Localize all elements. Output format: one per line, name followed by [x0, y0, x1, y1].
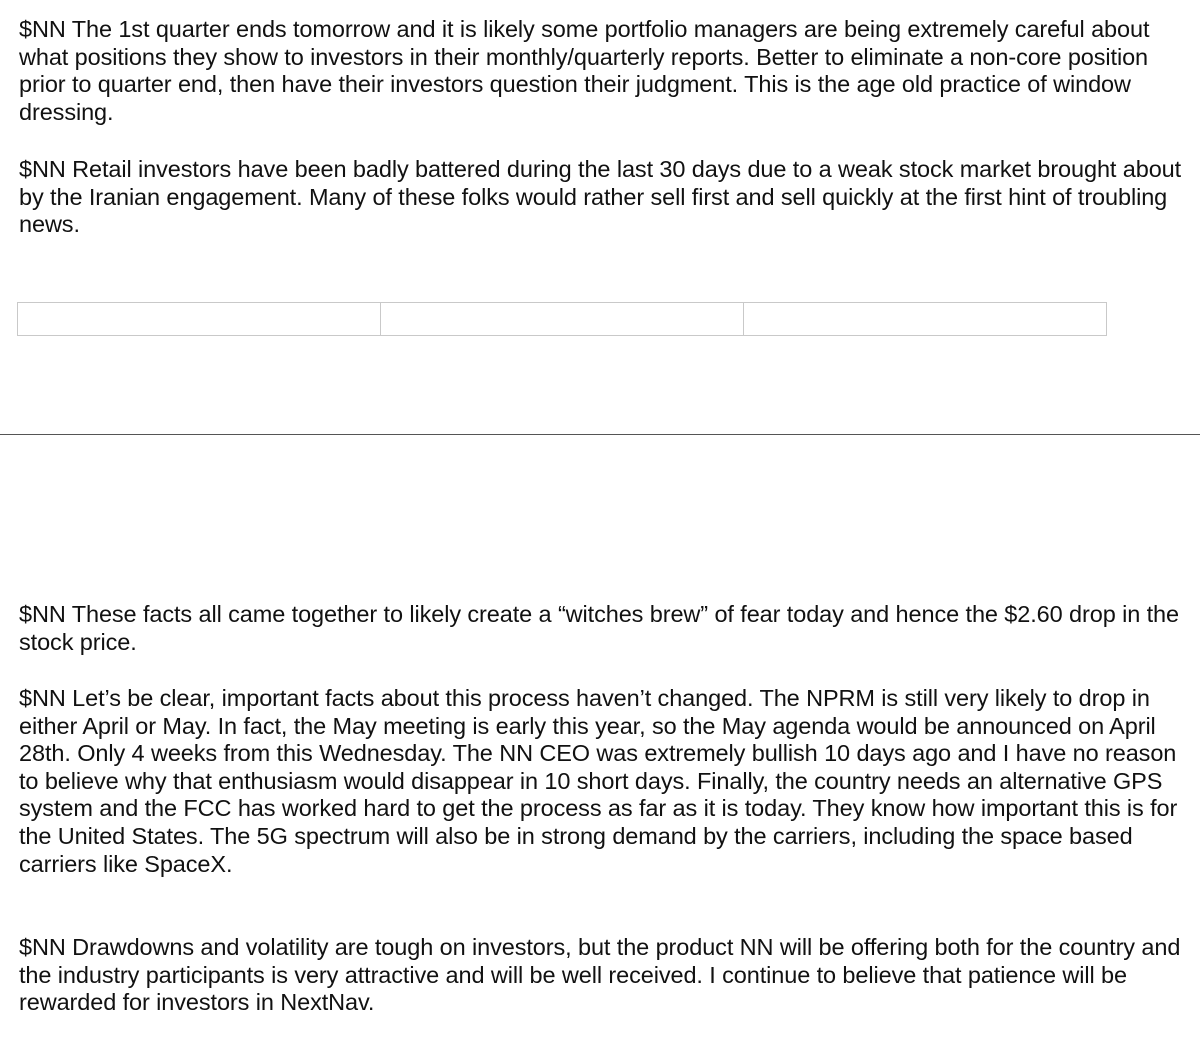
paragraph-important-facts: $NN Let’s be clear, important facts about this process haven’t changed. The NPRM is still very likely to drop in either April or May. In fact, the May meeting is early this year, so the May agenda would be announced on April 28th. Only 4 weeks from this Wednesday. The NN CEO was extremely bullish 10 days ago and I have no reason to believe why that enthusiasm would disappear in 10 short days. Finally, the country needs an alternative GPS system and the FCC has worked hard to get the process as far as it is today. They know how important this is for the United States. The 5G spectrum will also be in strong demand by the carriers, including the space based carriers like SpaceX.	[19, 685, 1178, 877]
empty-table-cell	[743, 302, 1107, 336]
horizontal-divider	[0, 434, 1200, 435]
empty-table-cell	[17, 302, 381, 336]
empty-table-row	[17, 302, 1107, 336]
empty-table-cell	[380, 302, 744, 336]
paragraph-drawdowns: $NN Drawdowns and volatility are tough on investors, but the product NN will be offering both for the country and the industry participants is very attractive and will be well received. I continue to believe that patience will be rewarded for investors in NextNav.	[19, 934, 1181, 1016]
paragraph-retail-investors: $NN Retail investors have been badly battered during the last 30 days due to a weak stock market brought about by the Iranian engagement. Many of these folks would rather sell first and sell quickly at the first hint of troubling news.	[19, 156, 1182, 238]
paragraph-window-dressing: $NN The 1st quarter ends tomorrow and it is likely some portfolio managers are being extremely careful about what positions they show to investors in their monthly/quarterly reports. Better to eliminate a non-core position prior to quarter end, then have their investors question their judgment. This is the age old practice of window dressing.	[19, 16, 1150, 125]
paragraph-witches-brew: $NN These facts all came together to likely create a “witches brew” of fear today and hence the $2.60 drop in the stock price.	[19, 601, 1179, 655]
